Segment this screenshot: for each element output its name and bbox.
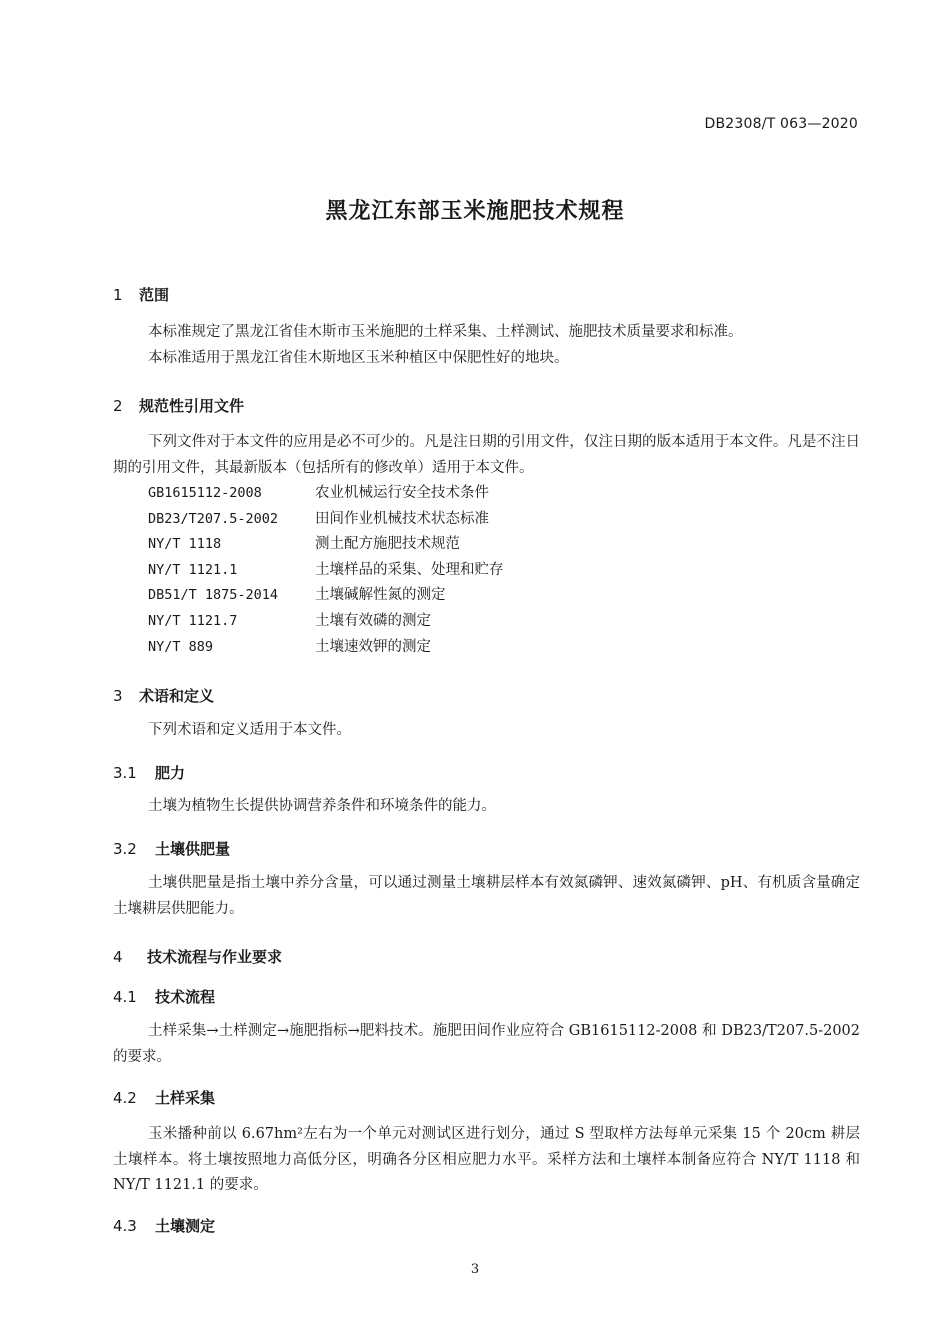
section-number: 4.2: [113, 1089, 137, 1107]
reference-item: [148, 507, 708, 533]
reference-item: [148, 558, 708, 584]
section-number: 3: [113, 687, 123, 705]
section-number: 4.3: [113, 1217, 137, 1235]
paragraph: 玉米播种前以 6.67hm²左右为一个单元对测试区进行划分，通过 S 型取样方法每单元采集 15 个 20cm 耕层土壤样本。将土壤按照地力高低分区，明确各分区相应肥力水平。采样方法和土壤样本制备应符合 NY/T 1118 和 NY/T 1121.1 的要求。: [113, 1126, 860, 1194]
section-number: 4.1: [113, 988, 137, 1006]
paragraph: 本标准规定了黑龙江省佳木斯市玉米施肥的土样采集、土样测试、施肥技术质量要求和标准。: [148, 324, 743, 340]
paragraph: 下列文件对于本文件的应用是必不可少的。凡是注日期的引用文件，仅注日期的版本适用于本文件。凡是不注日期的引用文件，其最新版本（包括所有的修改单）适用于本文件。: [113, 434, 860, 476]
reference-code: NY/T 889: [148, 638, 214, 655]
reference-list: [148, 481, 708, 660]
reference-code: NY/T 1121.7: [148, 612, 238, 629]
document-title: 黑龙江东部玉米施肥技术规程: [325, 199, 625, 224]
reference-code: DB23/T207.5-2002: [148, 510, 279, 527]
subsection-heading-soil-sampling: [113, 1087, 215, 1108]
paragraph: 土壤为植物生长提供协调营养条件和环境条件的能力。: [148, 798, 496, 814]
paragraph: 土壤供肥量是指土壤中养分含量，可以通过测量土壤耕层样本有效氮磷钾、速效氮磷钾、pH、有机质含量确定土壤耕层供肥能力。: [113, 875, 860, 917]
section-heading-terms: [113, 685, 214, 706]
reference-code: DB51/T 1875-2014: [148, 587, 279, 604]
reference-title: 土壤样品的采集、处理和贮存: [315, 561, 504, 578]
reference-item: [148, 609, 708, 635]
section-number: 1: [113, 286, 123, 304]
section-title: 术语和定义: [139, 687, 215, 705]
paragraph: 本标准适用于黑龙江省佳木斯地区玉米种植区中保肥性好的地块。: [148, 350, 569, 366]
reference-item: [148, 481, 708, 507]
paragraph: 土样采集→土样测定→施肥指标→肥料技术。施肥田间作业应符合 GB1615112-2008 和 DB23/T207.5-2002 的要求。: [113, 1023, 860, 1065]
reference-code: NY/T 1118: [148, 536, 222, 553]
reference-item: [148, 635, 708, 661]
section-title: 肥力: [155, 764, 186, 782]
reference-title: 土壤有效磷的测定: [315, 612, 431, 629]
subsection-heading-soil-nutrient-supply: [113, 838, 230, 859]
section-title: 技术流程: [155, 988, 216, 1006]
section-heading-normative-references: [113, 395, 244, 416]
section-title: 土样采集: [155, 1089, 216, 1107]
document-code: DB2308/T 063—2020: [704, 116, 858, 132]
reference-item: [148, 583, 708, 609]
subsection-heading-fertility: [113, 762, 185, 783]
reference-title: 测土配方施肥技术规范: [315, 536, 460, 553]
reference-title: 农业机械运行安全技术条件: [315, 485, 489, 501]
subsection-heading-process-flow: [113, 986, 215, 1007]
section-title: 土壤测定: [155, 1217, 216, 1235]
page-number: 3: [470, 1262, 480, 1277]
reference-item: [148, 532, 708, 558]
paragraph: 下列术语和定义适用于本文件。: [148, 722, 351, 738]
section-heading-scope: [113, 284, 169, 305]
section-title: 范围: [139, 286, 170, 304]
subsection-heading-soil-testing: [113, 1215, 215, 1236]
reference-title: 土壤碱解性氮的测定: [315, 587, 446, 604]
reference-code: GB1615112-2008: [148, 485, 262, 501]
section-heading-technical-process: [113, 946, 282, 967]
reference-title: 田间作业机械技术状态标准: [315, 510, 489, 527]
section-number: 3.2: [113, 840, 137, 858]
section-number: 4: [113, 948, 123, 966]
reference-code: NY/T 1121.1: [148, 561, 238, 578]
reference-title: 土壤速效钾的测定: [315, 638, 431, 655]
section-number: 2: [113, 397, 123, 415]
section-title: 技术流程与作业要求: [147, 948, 283, 966]
section-number: 3.1: [113, 764, 137, 782]
section-title: 规范性引用文件: [139, 397, 245, 415]
section-title: 土壤供肥量: [155, 840, 231, 858]
